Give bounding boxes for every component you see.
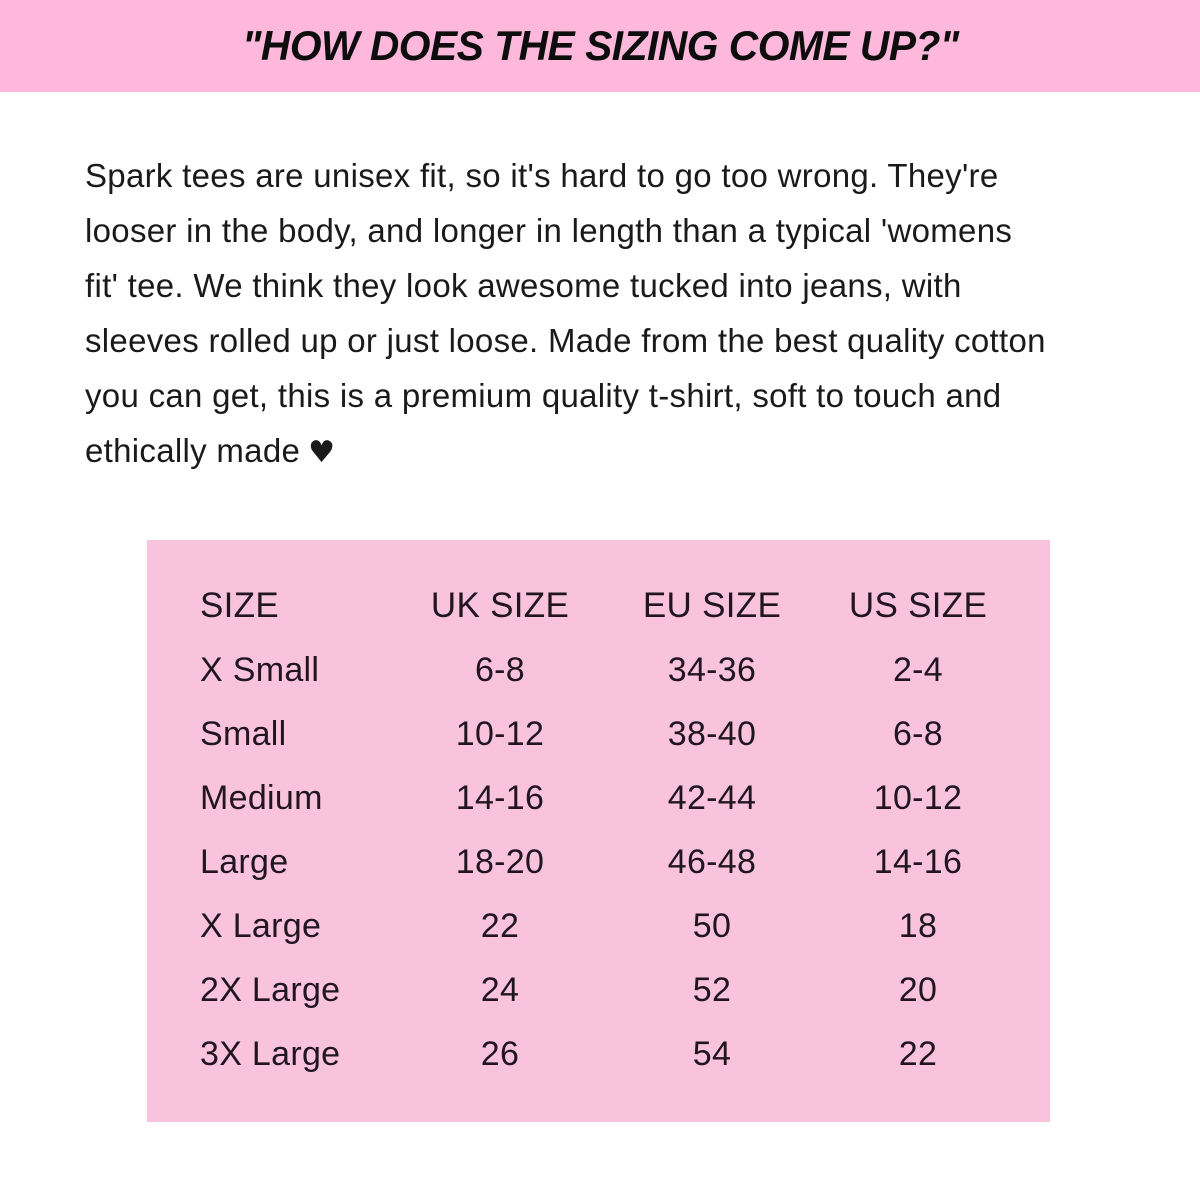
us-size-cell: 20	[898, 970, 938, 1009]
size-chart-table	[147, 574, 1050, 1086]
size-chart-panel	[147, 540, 1050, 1122]
eu-size-cell: 46-48	[667, 842, 757, 881]
heart-icon: ♥	[308, 435, 336, 470]
us-size-cell: 2-4	[892, 650, 944, 689]
description-line: you can get, this is a premium quality t-shirt, soft to touch and	[85, 377, 1002, 414]
size-cell: X Small	[200, 650, 320, 689]
table-row	[147, 958, 1050, 1022]
size-cell: 3X Large	[200, 1034, 341, 1073]
eu-size-cell: 34-36	[667, 650, 757, 689]
size-cell: Medium	[200, 778, 323, 817]
size-cell: 2X Large	[200, 970, 341, 1009]
page-title: "HOW DOES THE SIZING COME UP?"	[241, 22, 959, 69]
uk-size-cell: 10-12	[455, 714, 545, 753]
size-cell: Small	[200, 714, 287, 753]
description-line: Spark tees are unisex fit, so it's hard to go too wrong. They're	[85, 157, 999, 194]
us-size-cell: 22	[898, 1034, 938, 1073]
column-header-eu-size: EU SIZE	[642, 586, 782, 625]
us-size-cell: 18	[898, 906, 938, 945]
column-header-us-size: US SIZE	[848, 586, 988, 625]
eu-size-cell: 54	[692, 1034, 732, 1073]
uk-size-cell: 18-20	[455, 842, 545, 881]
uk-size-cell: 22	[480, 906, 520, 945]
size-chart-header-row	[147, 574, 1050, 638]
table-row	[147, 894, 1050, 958]
uk-size-cell: 24	[480, 970, 520, 1009]
table-row	[147, 702, 1050, 766]
eu-size-cell: 42-44	[667, 778, 757, 817]
title-banner	[0, 0, 1200, 92]
table-row	[147, 638, 1050, 702]
us-size-cell: 14-16	[873, 842, 963, 881]
uk-size-cell: 26	[480, 1034, 520, 1073]
table-row	[147, 766, 1050, 830]
description-line: sleeves rolled up or just loose. Made from the best quality cotton	[85, 322, 1046, 359]
description-line: looser in the body, and longer in length than a typical 'womens	[85, 212, 1013, 249]
description-paragraph	[85, 148, 1145, 480]
eu-size-cell: 50	[692, 906, 732, 945]
us-size-cell: 6-8	[892, 714, 944, 753]
eu-size-cell: 38-40	[667, 714, 757, 753]
uk-size-cell: 6-8	[474, 650, 526, 689]
column-header-uk-size: UK SIZE	[430, 586, 570, 625]
table-row	[147, 1022, 1050, 1086]
table-row	[147, 830, 1050, 894]
uk-size-cell: 14-16	[455, 778, 545, 817]
eu-size-cell: 52	[692, 970, 732, 1009]
size-cell: X Large	[200, 906, 322, 945]
column-header-size: SIZE	[200, 586, 279, 625]
description-line-text: ethically made	[85, 432, 301, 469]
description-line: fit' tee. We think they look awesome tucked into jeans, with	[85, 267, 962, 304]
size-cell: Large	[200, 842, 289, 881]
us-size-cell: 10-12	[873, 778, 963, 817]
description-line	[85, 423, 1145, 480]
